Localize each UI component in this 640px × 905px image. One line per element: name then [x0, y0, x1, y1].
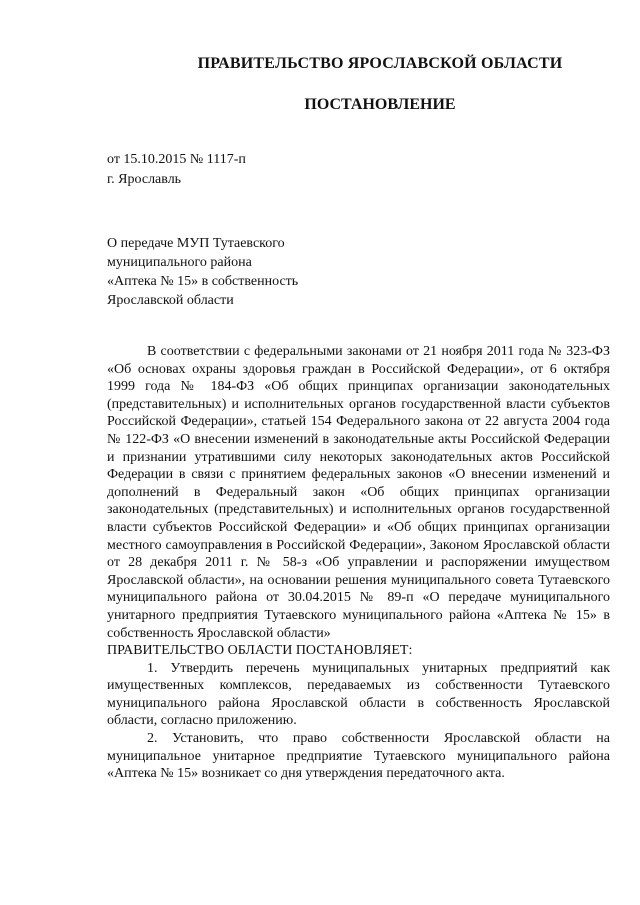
city: г. Ярославль — [107, 172, 182, 187]
subject-line: О передаче МУП Тутаевского — [107, 236, 285, 251]
organization-title: ПРАВИТЕЛЬСТВО ЯРОСЛАВСКОЙ ОБЛАСТИ — [197, 55, 563, 72]
date-number: от 15.10.2015 № 1117-п — [107, 152, 246, 167]
resolution-statement: ПРАВИТЕЛЬСТВО ОБЛАСТИ ПОСТАНОВЛЯЕТ: — [107, 643, 413, 659]
document-meta — [107, 150, 246, 190]
clause-1: 1. Утвердить перечень муниципальных унитарных предприятий как имущественных комплексов, передаваемых из собственности Тутаевского муниципального района Ярославской области в собственность Ярославской области, согласно приложению. — [107, 660, 610, 729]
subject-line: муниципального района — [107, 255, 252, 270]
document-type-title: ПОСТАНОВЛЕНИЕ — [304, 96, 456, 113]
subject-line: Ярославской области — [107, 293, 234, 308]
clause-2: 2. Установить, что право собственности Ярославской области на муниципальное унитарное предприятие Тутаевского муниципального района «Аптека № 15» возникает со дня утверждения передаточного акта. — [107, 731, 610, 782]
preamble-paragraph: В соответствии с федеральными законами от 21 ноября 2011 года № 323-ФЗ «Об основах охраны здоровья граждан в Российской Федерации», от 6 октября 1999 года № 184-ФЗ «Об общих принципах организации законодательных (представительных) и исполнительных органов государственной власти субъектов Российской Федерации», статьей 154 Федерального закона от 22 августа 2004 года № 122-ФЗ «О внесении изменений в законодательные акты Российской Федерации и признании утратившими силу некоторых законодательных актов Российской Федерации в связи с принятием федеральных законов «О внесении изменений и дополнений в Федеральный закон «Об общих принципах организации законодательных (представительных) и исполнительных органов государственной власти субъектов Российской Федерации» и «Об общих принципах организации местного самоуправления в Российской Федерации», Законом Ярославской области от 28 декабря 2011 г. № 58-з «Об управлении и распоряжении имуществом Ярославской области», на основании решения муниципального совета Тутаевского муниципального района от 30.04.2015 № 89-п «О передаче муниципального унитарного предприятия Тутаевского муниципального района «Аптека № 15» в собственность Ярославской области» — [107, 344, 610, 641]
subject-line: «Аптека № 15» в собственность — [107, 274, 299, 289]
document-body — [107, 343, 610, 783]
subject-block — [107, 234, 298, 310]
